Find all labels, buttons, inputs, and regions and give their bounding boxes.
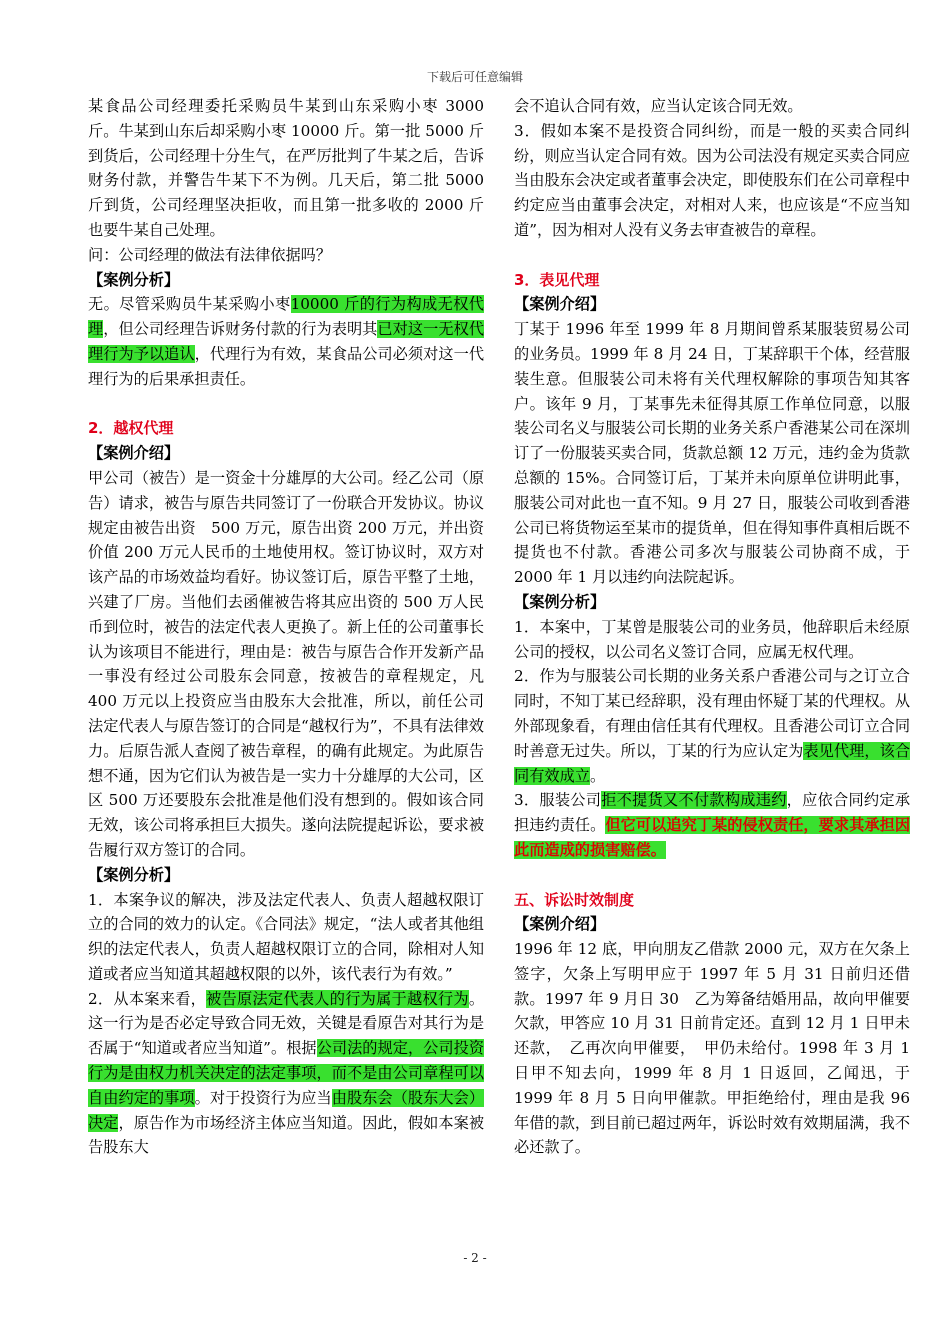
highlight-text: 被告原法定代表人的行为属于越权行为 bbox=[206, 989, 469, 1008]
analysis-text: ，代理行为有效，某食品公司必须对这一代理行为的后果承担责任。 bbox=[88, 344, 485, 388]
highlight-text: 10000 斤的行为构成无权代理 bbox=[88, 295, 484, 339]
analysis-text: ，原告作为市场经济主体应当知道。因此，假如本案被告股东大 bbox=[88, 1113, 485, 1157]
sec2-intro: 甲公司（被告）是一资金十分雄厚的大公司。经乙公司（原告）请求，被告与原告共同签订了一份联合开发协议。协议规定由被告出资 500 万元，原告出资 200 万元，并出资价值 200 万元人民币的土地使用权。签订协议时，双方对该产品的市场效益均看好。协议签订后，原告平整了土地，兴建了厂房。当他们去函催被告将其应出资的 500 万人民币到位时，被告的法定代表人更换了。新上任的公司董事长认为该项目不能进行，理由是：被告与原告合作开发新产品一事没有经过公司股东会同意，按被告的章程规定，凡 400 万元以上投资应当由股东大会批准，所以，前任公司法定代表人与原告签订的合同是“越权行为”，不具有法律效力。后原告派人查阅了被告章程，的确有此规定。为此原告想不通，因为它们认为被告是一实力十分雄厚的大公司，区区 500 万还要股东会批准是他们没有想到的。假如该合同无效，该公司将承担巨大损失。遂向法院提起诉讼，要求被告履行双方签订的合同。 bbox=[88, 468, 484, 859]
highlight-text: 由股东会（股东大会）决定 bbox=[88, 1088, 485, 1132]
analysis-text: 。这一行为是否必定导致合同无效，关键是看原告对其行为是否属于“知道或者应当知道”。根据 bbox=[88, 989, 484, 1058]
analysis-text: 。对于投资行为应当 bbox=[194, 1088, 332, 1107]
page-number: - 2 - bbox=[463, 1251, 487, 1265]
highlight-text: 已对这一无权代理行为予以追认 bbox=[88, 320, 485, 363]
case-analysis-label: 【案例分析】 bbox=[88, 865, 180, 884]
case1-analysis-label: 【案例分析】 bbox=[88, 270, 180, 289]
sec3-point-3 bbox=[514, 788, 910, 862]
highlight-text: 表见代理，该合同有效成立 bbox=[514, 741, 911, 785]
analysis-text: 。 bbox=[589, 766, 606, 785]
sec3-point-2 bbox=[514, 664, 910, 788]
analysis-text: 2．从本案来看， bbox=[88, 989, 207, 1008]
section-title: 五、诉讼时效制度 bbox=[514, 890, 635, 909]
sec2-point-2 bbox=[88, 987, 484, 1161]
analysis-text: 2．作为与服装公司长期的业务关系户香港公司与之订立合同时，不知丁某已经辞职，没有理由怀疑丁某的代理权。从外部现象看，有理由信任其有代理权。且香港公司订立合同时善意无过失。所以，丁某的行为应认定为 bbox=[514, 667, 910, 760]
sec5-intro: 1996 年 12 底，甲向朋友乙借款 2000 元，双方在欠条上签字，欠条上写明甲应于 1997 年 5 月 31 日前归还借款。1997 年 9 月日 30 乙为筹备结婚用品，故向甲催要欠款，甲答应 10 月 31 日前肯定还。直到 12 月 1 日甲未还款， 乙再次向甲催要， 甲仍未给付。1998 年 3 月 1 日甲不知去向，1999 年 8 月 1 日返回，乙闻迅，于 1999 年 8 月 5 日向甲催款。甲拒绝给付，理由是我 96 年借的款，到目前已超过两年，诉讼时效有效期届满，我不必还款了。 bbox=[514, 940, 910, 1157]
case1-analysis bbox=[88, 292, 484, 391]
right-column bbox=[514, 94, 910, 1160]
highlight-red-text: 但它可以追究丁某的侵权责任，要求其承担因此而造成的损害赔偿。 bbox=[514, 816, 911, 859]
sec3-intro: 丁某于 1996 年至 1999 年 8 月期间曾系某服装贸易公司的业务员。1999 年 8 月 24 日，丁某辞职干个体，经营服装生意。但服装公司未将有关代理权解除的事项告知其客户。该年 9 月，丁某事先未征得其原工作单位同意，以服装公司名义与服装公司长期的业务关系户香港某公司在深圳订了一份服装买卖合同，货款总额 12 万元，违约金为货款总额的 15%。合同签订后，丁某并未向原单位讲明此事，服装公司对此也一直不知。9 月 27 日，服装公司收到香港公司已将货物运至某市的提货单，但在得知事件真相后既不提货也不付款。香港公司多次与服装公司协商不成，于 2000 年 1 月以违约向法院起诉。 bbox=[514, 320, 910, 587]
analysis-text: ，应依合同约定承担违约责任。 bbox=[514, 791, 910, 835]
highlight-text: 公司法的规定，公司投资行为是由权力机关决定的法定事项，而不是由公司章程可以自由约定的事项 bbox=[88, 1039, 485, 1107]
page-header: 下载后可任意编辑 bbox=[426, 70, 523, 84]
highlight-text: 拒不提货又不付款构成违约 bbox=[601, 791, 787, 810]
case1-question: 问：公司经理的做法有法律依据吗？ bbox=[88, 245, 331, 264]
sec2-point-1: 1．本案争议的解决，涉及法定代表人、负责人超越权限订立的合同的效力的认定。《合同法》规定，“法人或者其他组织的法定代表人，负责人超越权限订立的合同，除相对人知道或者应当知道其超越权限的以外，该代表行为有效。” bbox=[88, 890, 484, 983]
analysis-text: 3．服装公司 bbox=[514, 791, 602, 810]
continued-text: 会不追认合同有效，应当认定该合同无效。 bbox=[514, 97, 803, 115]
sec2-point-3: 3．假如本案不是投资合同纠纷，而是一般的买卖合同纠纷，则应当认定合同有效。因为公司法没有规定买卖合同应当由股东会决定或者董事会决定，即使股东们在公司章程中约定应当由董事会决定，对相对人来，也应该是“不应当知道”，因为相对人没有义务去审查被告的章程。 bbox=[514, 121, 910, 239]
analysis-text: 无。尽管采购员牛某采购小枣 bbox=[88, 295, 291, 314]
section-title: 3．表见代理 bbox=[514, 270, 600, 289]
left-column bbox=[88, 94, 484, 1160]
sec3-point-1: 1．本案中，丁某曾是服装公司的业务员，他辞职后未经原公司的授权，以公司名义签订合同，应属无权代理。 bbox=[514, 617, 910, 661]
analysis-text: ，但公司经理告诉财务付款的行为表明其 bbox=[103, 320, 378, 339]
case1-text: 某食品公司经理委托采购员牛某到山东采购小枣 3000 斤。牛某到山东后却采购小枣 10000 斤。第一批 5000 斤到货后，公司经理十分生气，在严厉批判了牛某之后，告诉财务付款，并警告牛某下不为例。几天后，第二批 5000 斤到货，公司经理坚决拒收，而且第一批多收的 2000 斤也要牛某自己处理。 bbox=[88, 97, 484, 239]
section-title: 2．越权代理 bbox=[88, 419, 174, 438]
case-analysis-label: 【案例分析】 bbox=[514, 592, 606, 611]
case-intro-label: 【案例介绍】 bbox=[514, 915, 606, 934]
case-intro-label: 【案例介绍】 bbox=[514, 295, 606, 314]
case-intro-label: 【案例介绍】 bbox=[88, 444, 180, 463]
